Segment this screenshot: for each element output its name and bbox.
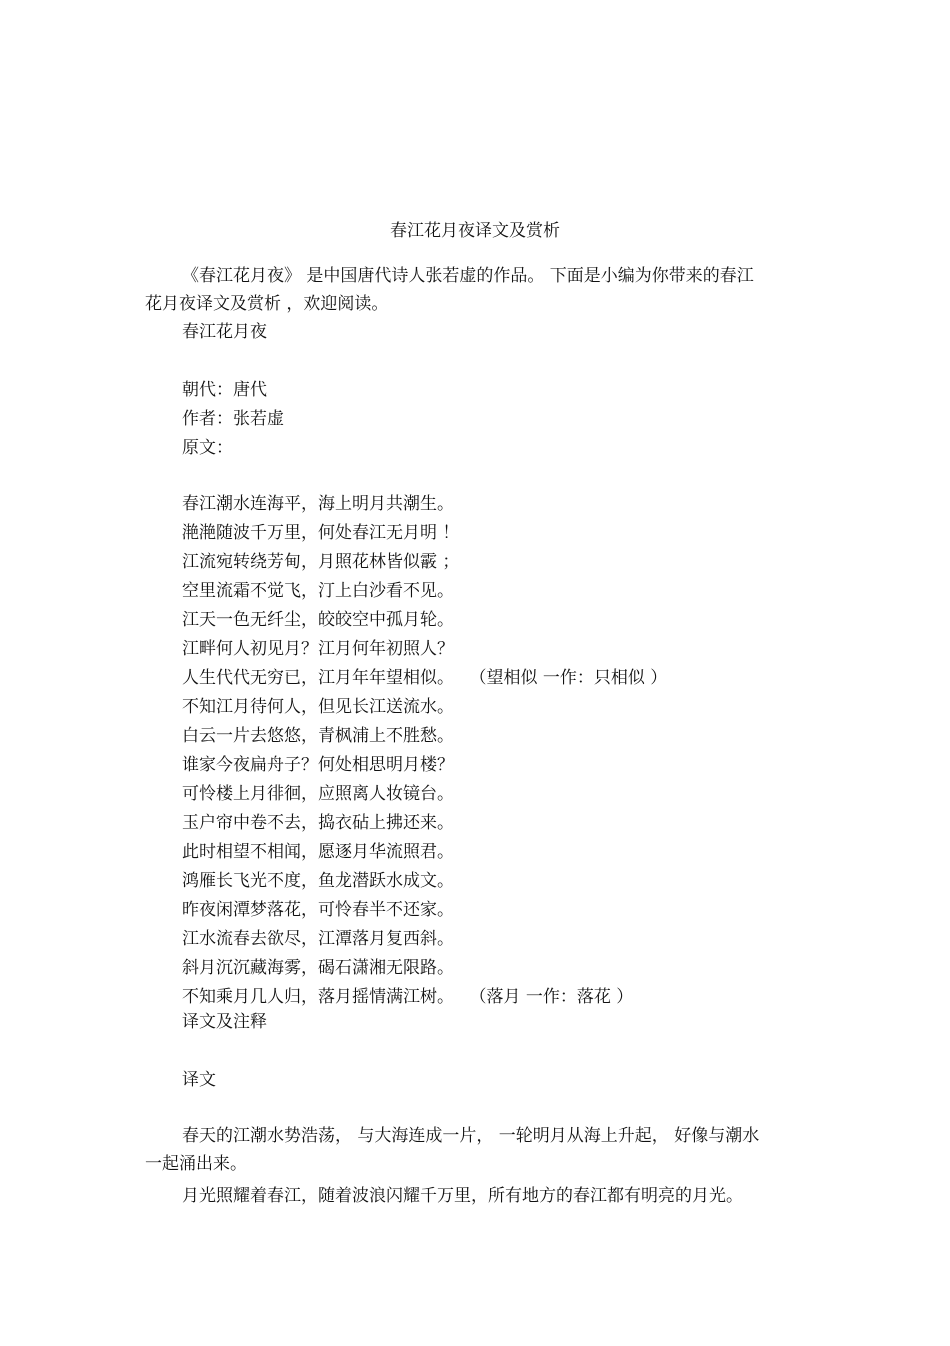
verse-line (182, 925, 667, 954)
verse-line (182, 983, 667, 1012)
poem-name: 春江花月夜 (182, 322, 267, 342)
document-title: 春江花月夜译文及赏析 (390, 221, 560, 241)
verse-line (182, 490, 667, 519)
translation-label: 译文 (182, 1070, 216, 1090)
verse-text: 昨夜闲潭梦落花，可怜春半不还家。 (182, 900, 454, 920)
verse-line (182, 606, 667, 635)
translation-heading: 译文及注释 (182, 1012, 267, 1032)
poem-verses (182, 490, 667, 1012)
verse-text: 此时相望不相闻，愿逐月华流照君。 (182, 842, 454, 862)
intro-paragraph (145, 262, 805, 318)
verse-variant-note: （望相似 一作：只相似 ） (478, 668, 668, 688)
verse-line (182, 519, 667, 548)
verse-line (182, 809, 667, 838)
verse-text: 玉户帘中卷不去，捣衣砧上拂还来。 (182, 813, 454, 833)
verse-text: 可怜楼上月徘徊，应照离人妆镜台。 (182, 784, 454, 804)
verse-text: 江天一色无纤尘，皎皎空中孤月轮。 (182, 610, 454, 630)
original-label: 原文： (182, 438, 233, 458)
verse-line (182, 838, 667, 867)
intro-line-2: 花月夜译文及赏析 ，欢迎阅读。 (145, 294, 389, 314)
verse-line (182, 635, 667, 664)
intro-line-1: 《春江花月夜》 是中国唐代诗人张若虚的作品。 下面是小编为你带来的春江 (182, 266, 754, 286)
translation-paragraph-1 (145, 1122, 805, 1178)
verse-text: 人生代代无穷已，江月年年望相似。 (182, 668, 454, 688)
verse-line (182, 722, 667, 751)
verse-text: 江畔何人初见月？江月何年初照人？ (182, 639, 454, 659)
verse-line (182, 896, 667, 925)
verse-line (182, 693, 667, 722)
translation-p1-line-2: 一起涌出来。 (145, 1154, 247, 1174)
author-line: 作者：张若虚 (182, 409, 284, 429)
verse-text: 谁家今夜扁舟子？何处相思明月楼？ (182, 755, 454, 775)
verse-line (182, 548, 667, 577)
verse-variant-note: （落月 一作：落花 ） (478, 987, 634, 1007)
verse-line (182, 751, 667, 780)
verse-line (182, 954, 667, 983)
verse-text: 江水流春去欲尽，江潭落月复西斜。 (182, 929, 454, 949)
verse-text: 江流宛转绕芳甸，月照花林皆似霰 ； (182, 552, 460, 572)
verse-text: 不知江月待何人，但见长江送流水。 (182, 697, 454, 717)
verse-line (182, 664, 667, 693)
verse-text: 滟滟随波千万里，何处春江无月明 ！ (182, 523, 460, 543)
translation-p1-line-1: 春天的江潮水势浩荡， 与大海连成一片， 一轮明月从海上升起， 好像与潮水 (182, 1126, 760, 1146)
verse-text: 白云一片去悠悠，青枫浦上不胜愁。 (182, 726, 454, 746)
verse-line (182, 780, 667, 809)
verse-text: 春江潮水连海平，海上明月共潮生。 (182, 494, 454, 514)
verse-text: 斜月沉沉藏海雾，碣石潇湘无限路。 (182, 958, 454, 978)
verse-text: 不知乘月几人归，落月摇情满江树。 (182, 987, 454, 1007)
dynasty-line: 朝代：唐代 (182, 380, 267, 400)
translation-paragraph-2: 月光照耀着春江，随着波浪闪耀千万里，所有地方的春江都有明亮的月光。 (182, 1186, 743, 1206)
verse-line (182, 577, 667, 606)
verse-text: 空里流霜不觉飞，汀上白沙看不见。 (182, 581, 454, 601)
verse-text: 鸿雁长飞光不度，鱼龙潜跃水成文。 (182, 871, 454, 891)
verse-line (182, 867, 667, 896)
